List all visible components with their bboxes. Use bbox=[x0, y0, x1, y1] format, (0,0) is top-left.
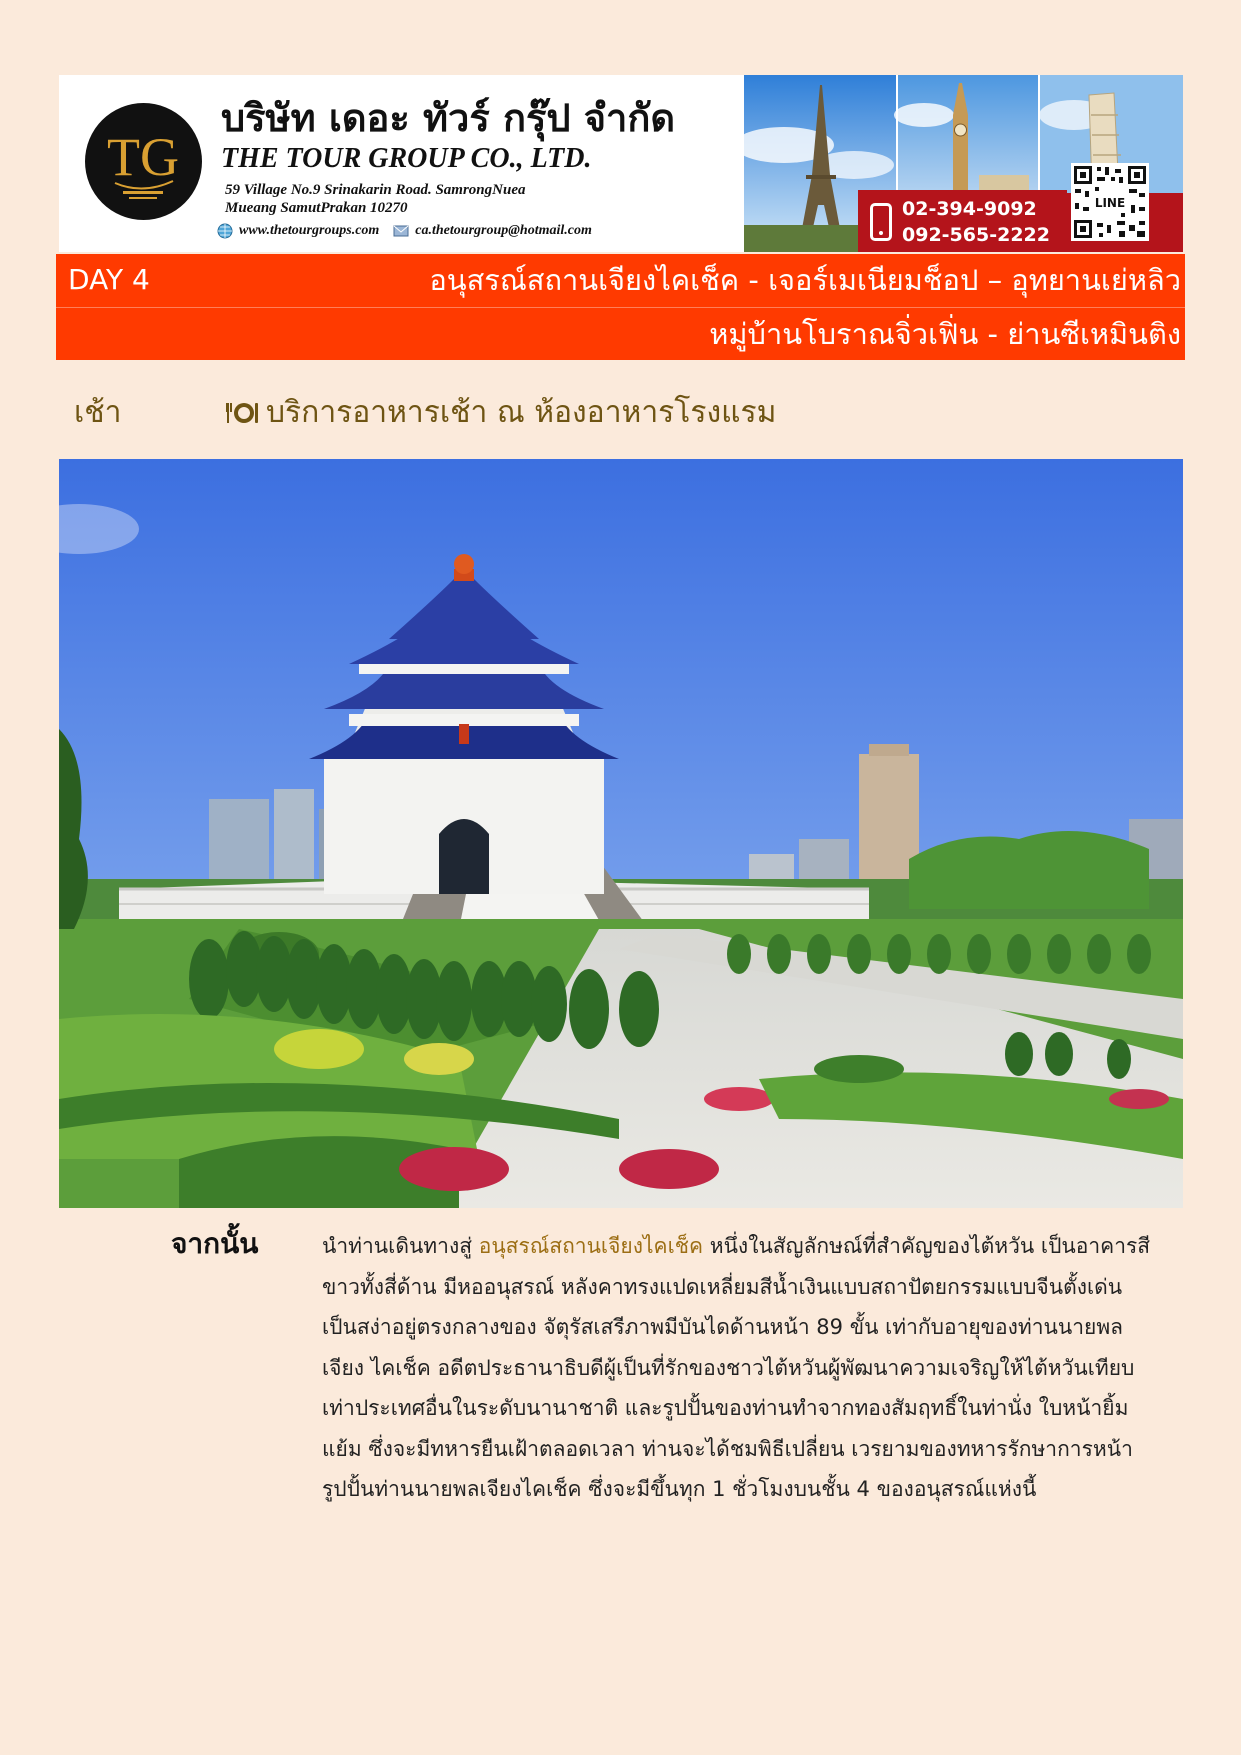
meal-text: บริการอาหารเช้า ณ ห้องอาหารโรงแรม bbox=[266, 395, 777, 430]
qr-line-caption: LINE bbox=[1094, 196, 1126, 210]
email-icon bbox=[393, 223, 409, 239]
website-link[interactable]: www.thetourgroups.com bbox=[239, 223, 380, 238]
contact-line bbox=[217, 223, 592, 239]
chiang-kai-shek-memorial-photo bbox=[59, 459, 1183, 1208]
company-address bbox=[225, 181, 525, 217]
address-line-1: 59 Village No.9 Srinakarin Road. SamrongNuea bbox=[225, 182, 526, 198]
day-label: DAY 4 bbox=[68, 263, 150, 296]
company-name-english: THE TOUR GROUP CO., LTD. bbox=[221, 143, 592, 174]
company-logo bbox=[85, 103, 202, 220]
mobile-phone-icon bbox=[870, 203, 892, 241]
address-line-2: Mueang SamutPrakan 10270 bbox=[225, 200, 408, 216]
line-qr-code[interactable] bbox=[1071, 163, 1149, 241]
meal-row bbox=[226, 389, 776, 436]
activity-body: หนึ่งในสัญลักษณ์ที่สำคัญของไต้หวัน เป็นอาคารสีขาวทั้งสี่ด้าน มีหออนุสรณ์ หลังคาทรงแปดเหลี่ยมสีน้ำเงินแบบสถาปัตยกรรมแบบจีนตั้งเด่นเป็นสง่าอยู่ตรงกลางของ จัตุรัสเสรีภาพมีบันไดด้านหน้า 89 ขั้น เท่ากับอายุของท่านนายพลเจียง ไคเช็ค อดีตประธานาธิบดีผู้เป็นที่รักของชาวไต้หวันผู้พัฒนาความเจริญให้ไต้หวันเทียบเท่าประเทศอื่นในระดับนานาชาติ และรูปปั้นของท่านทำจากทองสัมฤทธิ์ในท่านั่ง ใบหน้ายิ้มแย้ม ซึ่งจะมีทหารยืนเฝ้าตลอดเวลา ท่านจะได้ชมพิธีเปลี่ยน เวรยามของทหารรักษาการหน้ารูปปั้นท่านนายพลเจียงไคเช็ค ซึ่งจะมีขึ้นทุก 1 ชั่วโมงบนชั้น 4 ของอนุสรณ์แห่งนี้ bbox=[322, 1234, 1151, 1501]
day-bar-divider bbox=[56, 307, 1185, 308]
company-header bbox=[59, 75, 1183, 252]
phone-number-1[interactable]: 02-394-9092 bbox=[902, 198, 1037, 220]
phone-box bbox=[858, 190, 1067, 252]
email-link[interactable]: ca.thetourgroup@hotmail.com bbox=[415, 223, 592, 238]
day-header-bar bbox=[56, 254, 1185, 360]
activity-description bbox=[322, 1226, 1152, 1510]
activity-label: จากนั้น bbox=[171, 1227, 259, 1260]
activity-intro: นำท่านเดินทางสู่ bbox=[322, 1234, 479, 1258]
svg-text:TG: TG bbox=[107, 127, 179, 187]
company-name-thai: บริษัท เดอะ ทัวร์ กรุ๊ป จำกัด bbox=[221, 96, 676, 140]
meal-time-label: เช้า bbox=[74, 395, 122, 430]
phone-number-2[interactable]: 092-565-2222 bbox=[902, 224, 1050, 246]
activity-highlight: อนุสรณ์สถานเจียงไคเช็ค bbox=[478, 1234, 704, 1258]
route-line-2: หมู่บ้านโบราณจิ่วเฟิ่น - ย่านซีเหมินติง bbox=[709, 317, 1181, 351]
route-line-1: อนุสรณ์สถานเจียงไคเช็ค - เจอร์เมเนียมช็อป – อุทยานเย่หลิว bbox=[429, 263, 1181, 297]
globe-icon bbox=[217, 223, 233, 239]
dish-icon bbox=[226, 400, 258, 426]
